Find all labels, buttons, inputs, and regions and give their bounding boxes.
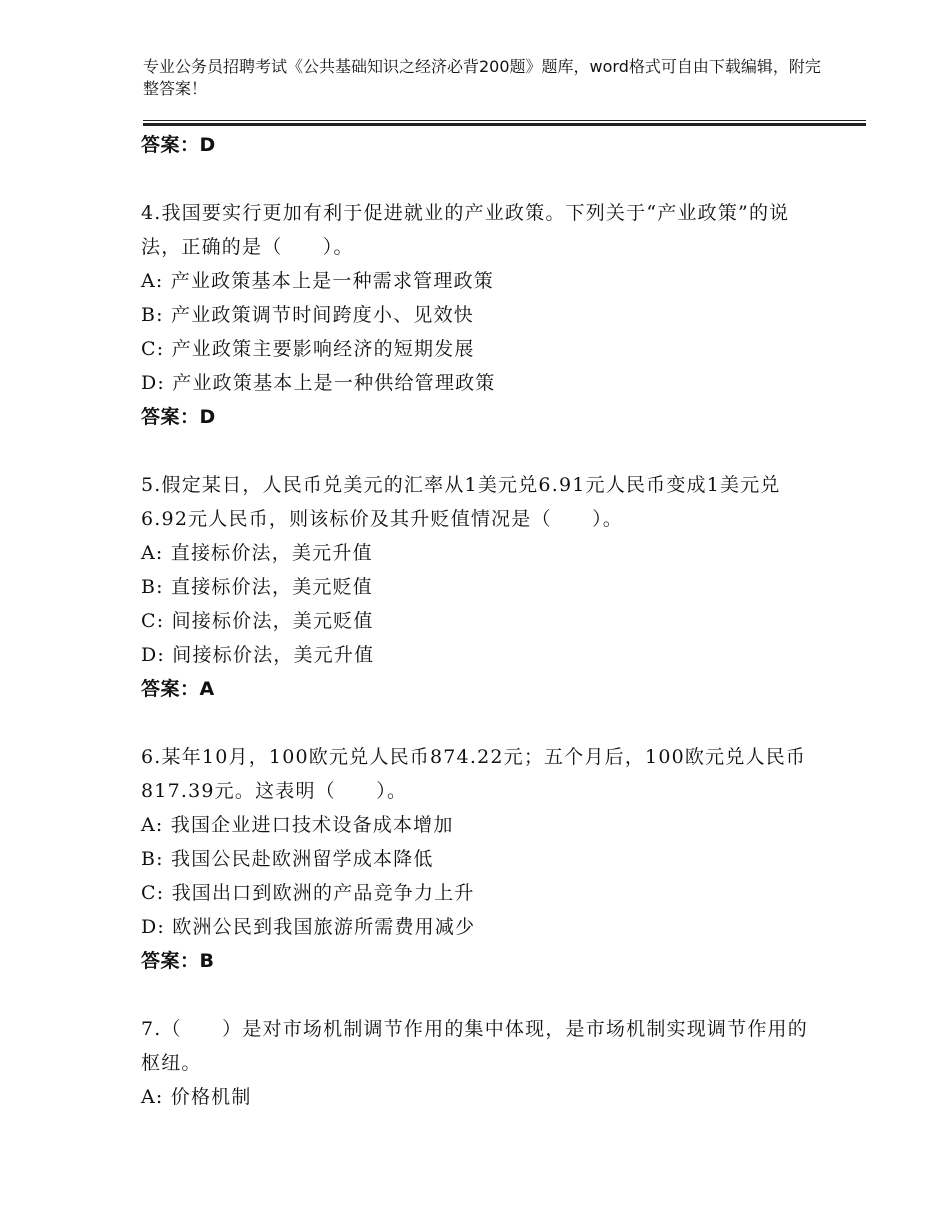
option-d: D: 产业政策基本上是一种供给管理政策: [141, 372, 496, 394]
option-a: A: 直接标价法，美元升值: [141, 542, 373, 564]
question-stem: 7.（ ）是对市场机制调节作用的集中体现，是市场机制实现调节作用的枢纽。: [141, 1018, 808, 1074]
question-spacer: [141, 978, 821, 1012]
page-header: 专业公务员招聘考试《公共基础知识之经济必背200题》题库，word格式可自由下载编辑，附完整答案！: [143, 57, 821, 98]
answer-line: 答案：B: [141, 950, 215, 972]
question-spacer: [141, 706, 821, 740]
question-spacer: [141, 162, 821, 196]
question-5: [141, 468, 821, 706]
option-c: C: 产业政策主要影响经济的短期发展: [141, 338, 475, 360]
question-6: [141, 740, 821, 978]
option-d: D: 欧洲公民到我国旅游所需费用减少: [141, 916, 476, 938]
option-a: A: 产业政策基本上是一种需求管理政策: [141, 270, 494, 292]
question-stem: 4.我国要实行更加有利于促进就业的产业政策。下列关于“产业政策”的说法，正确的是（ ）。: [141, 202, 790, 258]
option-a: A: 价格机制: [141, 1086, 252, 1108]
option-a: A: 我国企业进口技术设备成本增加: [141, 814, 454, 836]
option-b: B: 直接标价法，美元贬值: [141, 576, 374, 598]
question-stem: 5.假定某日，人民币兑美元的汇率从1美元兑6.91元人民币变成1美元兑6.92元人民币，则该标价及其升贬值情况是（ ）。: [141, 474, 781, 530]
question-stem: 6.某年10月，100欧元兑人民币874.22元；五个月后，100欧元兑人民币817.39元。这表明（ ）。: [141, 746, 807, 802]
option-d: D: 间接标价法，美元升值: [141, 644, 375, 666]
option-b: B: 产业政策调节时间跨度小、见效快: [141, 304, 475, 326]
answer-line: 答案：D: [141, 406, 216, 428]
answer-line: 答案：D: [141, 134, 216, 156]
question-spacer: [141, 434, 821, 468]
option-c: C: 我国出口到欧洲的产品竞争力上升: [141, 882, 475, 904]
document-body: [141, 128, 821, 1114]
option-b: B: 我国公民赴欧洲留学成本降低: [141, 848, 434, 870]
question-7: [141, 1012, 821, 1114]
option-c: C: 间接标价法，美元贬值: [141, 610, 374, 632]
header-rule-thin: [143, 120, 866, 121]
answer-line: 答案：A: [141, 678, 215, 700]
question-4: [141, 196, 821, 434]
header-rule-thick: [143, 123, 866, 126]
